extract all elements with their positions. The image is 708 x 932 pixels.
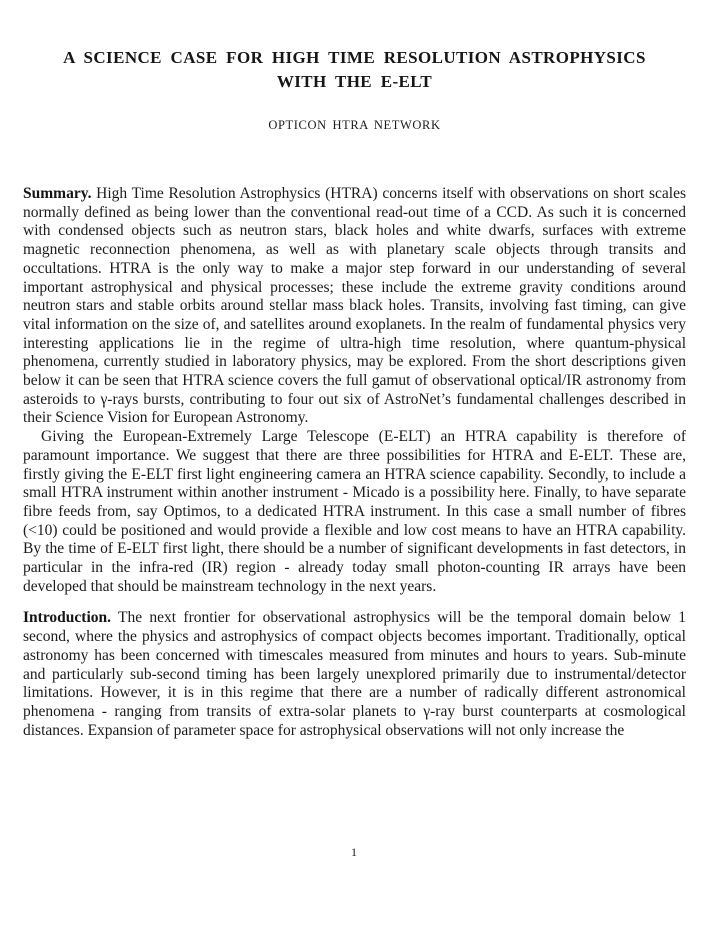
document-body (23, 185, 686, 740)
paper-title-line-2: WITH THE E-ELT (276, 72, 433, 91)
paper-title (23, 46, 686, 94)
summary-paragraph-2: Giving the European-Extremely Large Telescope (E-ELT) an HTRA capability is therefore of paramount importance. We suggest that there are three possibilities for HTRA and E-ELT. These are, firstly giving the E-ELT first light engineering camera an HTRA science capability. Secondly, to include a small HTRA instrument within another instrument - Micado is a possibility here. Finally, to have separate fibre feeds from, say Optimos, to a dedicated HTRA instrument. In this case a small number of fibres (<10) could be positioned and would provide a flexible and low cost means to have an HTRA capability. By the time of E-ELT first light, there should be a number of significant developments in fast detectors, in particular in the infra-red (IR) region - already today small photon-counting IR arrays have been developed that should be mainstream technology in the next years. (23, 428, 686, 595)
introduction-section-label: Introduction. (23, 609, 111, 627)
introduction-paragraph-1-text: The next frontier for observational astrophysics will be the temporal domain below 1 second, where the physics and astrophysics of compact objects becomes important. Traditionally, optical astronomy has been concerned with timescales measured from minutes and hours to years. Sub-minute and particularly sub-second timing has been largely unexplored primarily due to instrumental/detector limitations. However, it is in this regime that there are a number of radically different astronomical phenomena - ranging from transits of extra-solar planets to γ-ray burst counterparts at cosmological distances. Expansion of parameter space for astrophysical observations will not only increase the (23, 609, 686, 739)
summary-paragraph-1 (23, 185, 686, 428)
page-number: 1 (351, 845, 357, 859)
paper-title-line-1: A SCIENCE CASE FOR HIGH TIME RESOLUTION ASTROPHYSICS (63, 48, 646, 67)
author-line: OPTICON HTRA NETWORK (268, 118, 441, 132)
summary-section-label: Summary. (23, 185, 92, 202)
introduction-paragraph-1 (23, 609, 686, 740)
summary-paragraph-1-text: High Time Resolution Astrophysics (HTRA) concerns itself with observations on short scales normally defined as being lower than the conventional read-out time of a CCD. As such it is concerned with condensed objects such as neutron stars, black holes and white dwarfs, surfaces with extreme magnetic reconnection phenomena, as well as with planetary scale objects through transits and occultations. HTRA is the only way to make a major step forward in our understanding of several important astrophysical and physical processes; these include the extreme gravity conditions around neutron stars and stable orbits around stellar mass black holes. Transits, involving fast timing, can give vital information on the size of, and satellites around exoplanets. In the realm of fundamental physics very interesting applications lie in the regime of ultra-high time resolution, where quantum-physical phenomena, currently studied in laboratory physics, may be explored. From the short descriptions given below it can be seen that HTRA science covers the full gamut of observational optical/IR astronomy from asteroids to γ-rays bursts, contributing to four out six of AstroNet’s fundamental challenges described in their Science Vision for European Astronomy. (23, 185, 686, 427)
